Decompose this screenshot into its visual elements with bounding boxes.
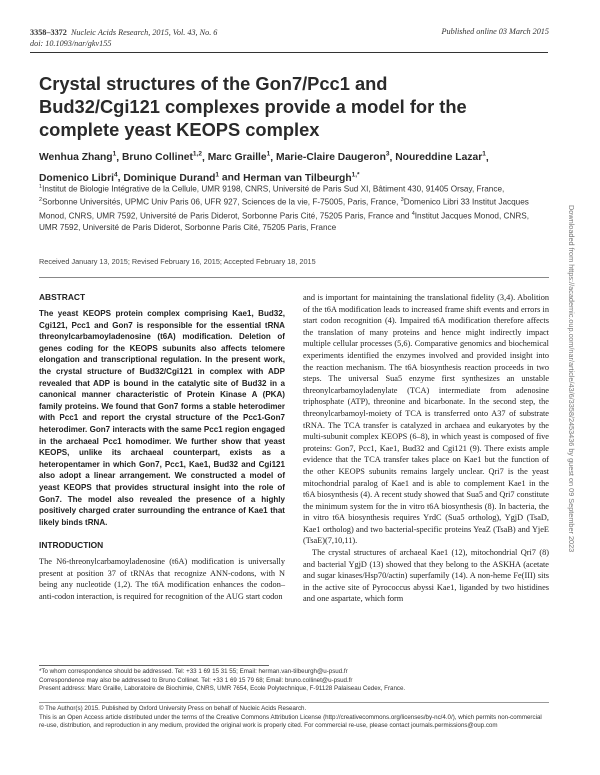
received-dates: Received January 13, 2015; Revised February 16, 2015; Accepted February 18, 2015: [39, 257, 316, 266]
license-text: This is an Open Access article distributed under the terms of the Creative Commons Attribution License (http://creativecommons.org/licenses/by-nc/4.0/), which permits non-commercial re-use, distribution, and reproduction in any medium, provided the original work is properly cited. For commercial re-use, please contact journals.permissions@oup.com: [39, 713, 542, 730]
introduction-paragraph: and is important for maintaining the translational fidelity (3,4). Abolition of the t6A modification leads to increased frame shift events and errors in start codon recognition (4). Impaired t6A modification therefore affects the translation of many proteins and hence might indirectly impact multiple cellular processes (5,6). Comparative genomics and biochemical experiments identified the enzymes involved and provided insight into the reaction mechanism. The t6A biosynthesis reaction proceeds in two steps. The universal Sua5 enzyme first synthesizes an unstable threonylcarbamoyladenylate (TCA) intermediate from adenosine triphosphate (ATP), threonine and bicarbonate. In the second step, the threonylcarbamoyl-moiety of TCA is transferred onto A37 of substrate tRNA. The TCA transfer is catalyzed in archaea and eukaryotes by the multi-subunit complex KEOPS (6–8), in which yeast is composed of five proteins: Gon7, Pcc1, Kae1, Bud32 and Cgi121 (9). There exists ample evidence that the TCA transfer takes place on Kae1 but the function of the other KEOPS subunits remains largely unclear. Qri7 is the yeast mitochondrial paralog of Kae1 and is able to complement Kae1 in the t6A biosynthesis (4). A recent study showed that Sua5 and Qri7 constitute the minimum system for the in vitro t6A biosynthesis (8). In bacteria, the in vitro t6A biosynthesis requires YrdC (Sua5 ortholog), YgjD (TsaD, Kae1 ortholog) and two bacterial-specific proteins YeaZ (TsaB) and YjeE (TsaE)(7,10,11).: [303, 293, 549, 546]
footnote-rule: [39, 665, 269, 666]
author[interactable]: Wenhua Zhang$^1$: [39, 151, 117, 164]
author[interactable]: Herman van Tilbeurgh$^{1,*}$: [243, 171, 360, 184]
doi[interactable]: doi: 10.1093/nar/gkv155: [30, 39, 112, 48]
download-watermark: Downloaded from https://academic.oup.com/nar/article/43/6/3358/2453436 by guest on 09 September 2023: [567, 205, 576, 553]
section-rule: [39, 277, 549, 278]
right-column: [303, 292, 549, 605]
license-rule: [39, 702, 549, 703]
article-title: Crystal structures of the Gon7/Pcc1 and Bud32/Cgi121 complexes provide a model for the complete yeast KEOPS complex: [39, 73, 467, 140]
author[interactable]: Noureddine Lazar$^1$: [395, 151, 486, 164]
license-block: [39, 705, 549, 731]
introduction-paragraph: The crystal structures of archaeal Kae1 (12), mitochondrial Qri7 (8) and bacterial YgjD (13) showed that they belong to the ASKHA (acetate and sugar kinases/Hsp70/actin) superfamily (14). A non-heme Fe(III) sits in the active site of Pyrococcus abyssi Kae1, liganded by two histidines and one aspartate, which form: [303, 548, 549, 604]
author[interactable]: Bruno Collinet$^{1,2}$: [121, 151, 202, 164]
author[interactable]: Dominique Durand$^1$: [123, 171, 220, 184]
corresponding-author-note: *To whom correspondence should be addressed. Tel: +33 1 69 15 31 55; Email: herman.van-tilbeurgh@u-psud.fr: [39, 668, 348, 675]
page-range: 3358–3372: [30, 28, 67, 37]
author[interactable]: Marie-Claire Daugeron$^3$: [276, 151, 390, 164]
author[interactable]: Domenico Libri$^4$: [39, 171, 118, 184]
header-rule: [30, 52, 548, 53]
copyright-line: © The Author(s) 2015. Published by Oxford University Press on behalf of Nucleic Acids Research.: [39, 705, 307, 712]
journal-citation: Nucleic Acids Research, 2015, Vol. 43, No. 6: [70, 28, 218, 37]
abstract-heading: ABSTRACT: [39, 292, 86, 302]
affiliations: $^1$Institut de Biologie Intégrative de la Cellule, UMR 9198, CNRS, Université de Paris Sud XI, Bâtiment 430, 91405 Orsay, France, $^2$Sorbonne Universités, UPMC Univ Paris 06, UFR 927, Sciences de la vie, F-75005, Paris, France, $^3$Domenico Libri 33 Institut Jacques Monod, CNRS, UMR 7592, Université de Paris Diderot, Sorbonne Paris Cité, 75205 Paris, France and $^4$Institut Jacques Monod, CNRS, UMR 7592, Université de Paris Diderot, Sorbonne Paris Cité, 75205 Paris, France: [39, 184, 530, 232]
author-list: Wenhua Zhang$^1$, Bruno Collinet$^{1,2}$, Marc Graille$^1$, Marie-Claire Daugeron$^3$, Noureddine Lazar$^1$, Domenico Libri$^4$, Dominique Durand$^1$ and Herman van Tilbeurgh$^{1,*}$: [39, 151, 489, 184]
correspondence-note: Correspondence may also be addressed to Bruno Collinet. Tel: +33 1 69 15 79 68; Email: bruno.collinet@u-psud.fr: [39, 676, 353, 684]
journal-header: [30, 27, 217, 49]
abstract-text: The yeast KEOPS protein complex comprising Kae1, Bud32, Cgi121, Pcc1 and Gon7 is responsible for the essential tRNA threonylcarbamoyladenosine (t6A) modification. Deletion of genes coding for the KEOPS subunits also affects telomere elongation and transcriptional regulation. In the present work, the crystal structure of Bud32/Cgi121 in complex with ADP revealed that ADP is bound in the catalytic site of Bud32 in a canonical manner characteristic of Protein Kinase A (PKA) family proteins. We found that Gon7 forms a stable heterodimer with Pcc1 and report the crystal structure of the Pcc1-Gon7 heterodimer. Gon7 interacts with the same Pcc1 region engaged in the archaeal Pcc1 homodimer. We further show that yeast KEOPS, unlike its archaeal counterpart, exists as a heteropentamer in which Gon7, Pcc1, Kae1, Bud32 and Cgi121 also adopt a linear arrangement. We constructed a model of yeast KEOPS that provides structural insight into the role of Gon7. The model also revealed the presence of a highly positively charged crater surrounding the entrance of Kae1 that likely binds tRNA.: [39, 309, 285, 527]
left-column: [39, 292, 285, 603]
present-address-note: Present address: Marc Graille, Laboratoire de Biochimie, CNRS, UMR 7654, Ecole Polytechnique, F-91128 Palaiseau Cedex, France.: [39, 685, 406, 693]
published-date: Published online 03 March 2015: [441, 27, 549, 36]
introduction-paragraph: The N6-threonylcarbamoyladenosine (t6A) modification is universally present at position 37 of tRNAs that recognize ANN-codons, with N being any nucleotide (1,2). The t6A modification enhances the codon–anti-codon interaction, is required for recognition of the AUG start codon: [39, 557, 285, 602]
author[interactable]: Marc Graille$^1$: [207, 151, 271, 164]
introduction-heading: INTRODUCTION: [39, 540, 104, 551]
footnotes: [39, 668, 549, 694]
